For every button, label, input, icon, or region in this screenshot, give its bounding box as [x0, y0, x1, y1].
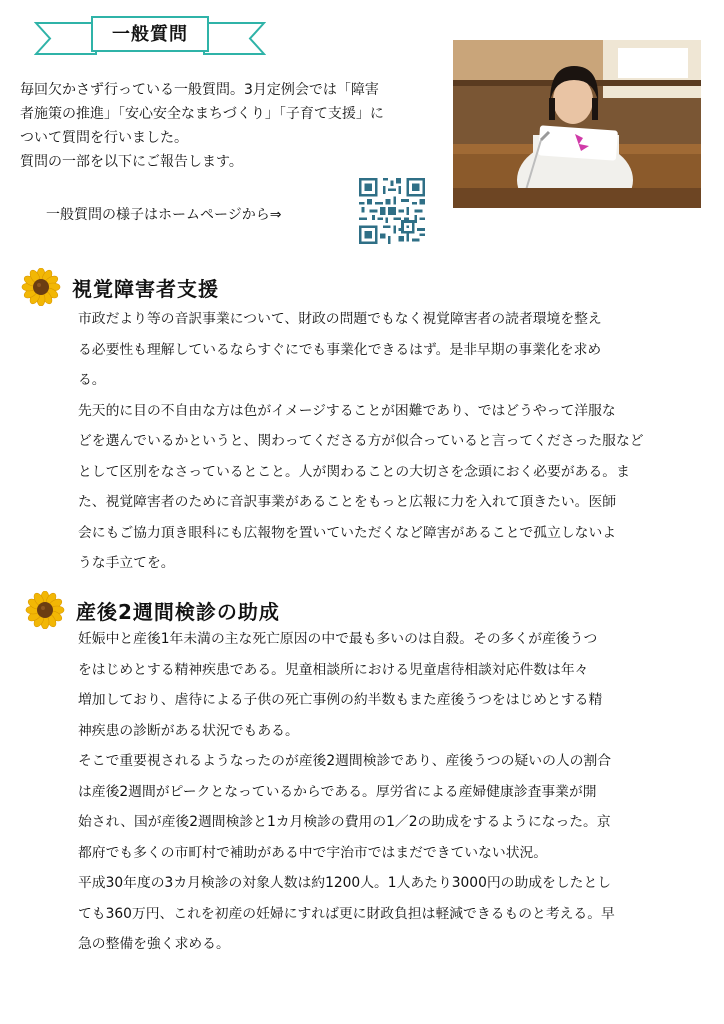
homepage-note[interactable]: 一般質問の様子はホームページから⇒ [46, 207, 282, 223]
intro-line: 質問の一部を以下にご報告します。 [20, 154, 243, 170]
intro-line: ついて質問を行いました。 [20, 130, 188, 146]
sunflower-icon [20, 268, 62, 306]
body-line: 平成30年度の3カ月検診の対象人数は約1200人。1人あたり3000円の助成をしたとし [78, 875, 612, 891]
body-line: 先天的に目の不自由な方は色がイメージすることが困難であり、ではどうやって洋服な [78, 402, 616, 419]
sunflower-icon [24, 591, 66, 629]
body-line: 妊娠中と産後1年未満の主な死亡原因の中で最も多いのは自殺。その多くが産後うつ [78, 631, 598, 647]
body-line: 始され、国が産後2週間検診と1カ月検診の費用の1／2の助成をするようになった。京 [78, 814, 611, 830]
body-line: をはじめとする精神疾患である。児童相談所における児童虐待相談対応件数は年々 [78, 661, 589, 678]
council-photo [453, 40, 701, 208]
body-line: は産後2週間がピークとなっているからである。厚労省による産婦健康診査事業が開 [78, 783, 597, 800]
section-body-postnatal-checkup [78, 624, 706, 960]
speaker-illustration [453, 40, 701, 208]
intro-text [20, 78, 440, 174]
intro-line: 毎回欠かさず行っている一般質問。3月定例会では「障害 [20, 82, 379, 98]
body-line: そこで重要視されるようなったのが産後2週間検診であり、産後うつの疑いの人の割合 [78, 753, 612, 769]
body-line: 市政だより等の音訳事業について、財政の問題でもなく視覚障害者の読者環境を整え [78, 311, 602, 327]
body-line: る必要性も理解しているならすぐにでも事業化できるはず。是非早期の事業化を求め [78, 341, 602, 358]
title-banner [34, 14, 266, 60]
section-title: 視覚障害者支援 [72, 276, 219, 301]
body-line: 増加しており、虐待による子供の死亡事例の約半数もまた産後うつをはじめとする精 [78, 692, 603, 708]
body-line: 神疾患の診断がある状況でもある。 [78, 722, 299, 739]
body-line: ても360万円、これを初産の妊婦にすれば更に財政負担は軽減できるものと考える。早 [78, 905, 615, 922]
body-line: として区別をなさっているとこと。人が関わることの大切さを念頭におく必要がある。ま [78, 463, 630, 480]
section-title: 産後2週間検診の助成 [76, 599, 280, 624]
section-header-visual-support [20, 268, 219, 306]
body-line: うな手立てを。 [78, 555, 175, 571]
body-line: た、視覚障害者のために音訳事業があることをもっと広報に力を入れて頂きたい。医師 [78, 494, 617, 510]
intro-line: 者施策の推進」「安心安全なまちづくり」「子育て支援」に [20, 106, 384, 122]
section-body-visual-support [78, 304, 706, 579]
body-line: 都府でも多くの市町村で補助がある中で宇治市ではまだできていない状況。 [78, 844, 548, 861]
body-line: る。 [78, 372, 106, 388]
qr-code-icon[interactable] [359, 178, 425, 244]
body-line: 急の整備を強く求める。 [78, 936, 230, 952]
body-line: どを選んでいるかというと、関わってくださる方が似合っていると言ってくださった服など [78, 433, 644, 449]
banner-title: 一般質問 [112, 24, 188, 45]
body-line: 会にもご協力頂き眼科にも広報物を置いていただくなど障害があることで孤立しないよ [78, 524, 617, 541]
